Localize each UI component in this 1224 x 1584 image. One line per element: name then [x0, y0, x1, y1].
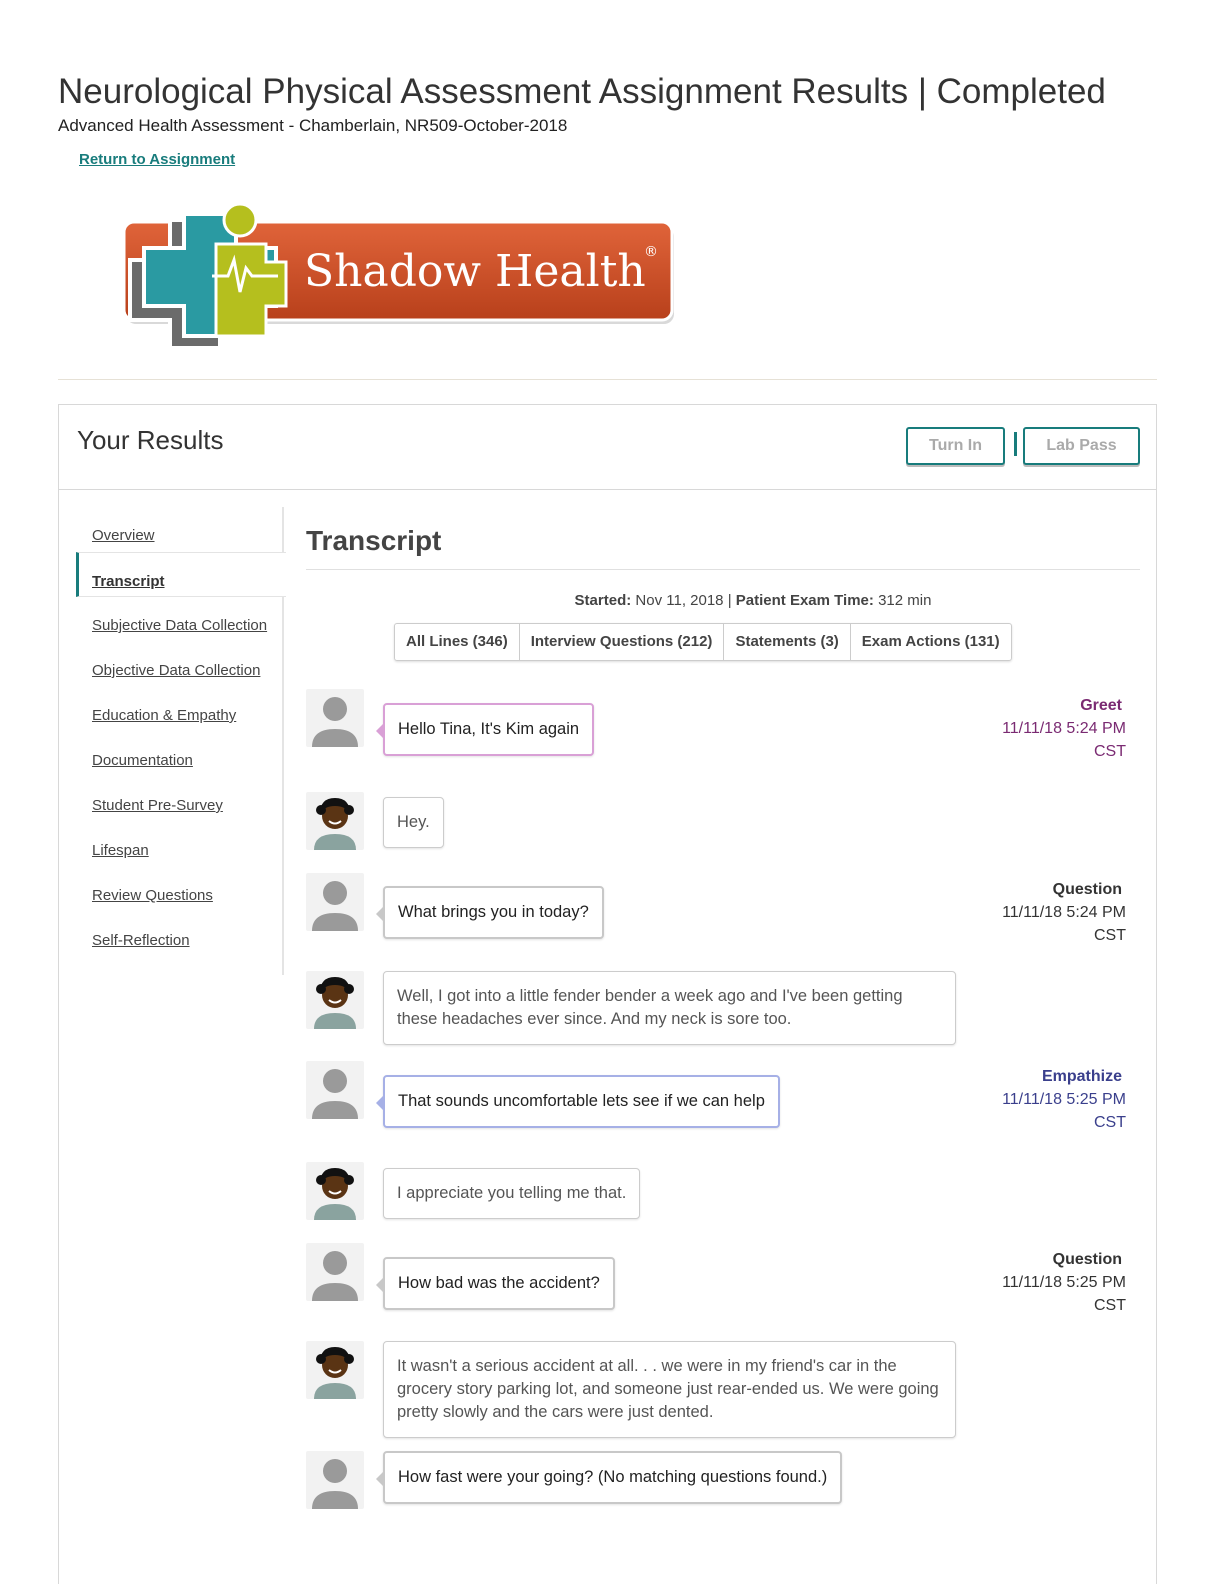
lab-pass-button[interactable]: Lab Pass [1023, 427, 1140, 465]
started-label: Started: [574, 592, 632, 609]
page-title: Neurological Physical Assessment Assignment Results | Completed [58, 72, 1106, 111]
transcript-content [306, 507, 1140, 1486]
sidebar-item-objective-data-collection[interactable]: Objective Data Collection [92, 662, 261, 679]
sidebar-item-review-questions[interactable]: Review Questions [92, 887, 213, 904]
line-kind: Question [1052, 1251, 1122, 1268]
student-avatar-icon [306, 1243, 364, 1301]
exam-meta [366, 592, 1140, 609]
divider [58, 379, 1157, 380]
line-tz: CST [1094, 743, 1126, 760]
sidebar-item-transcript[interactable]: Transcript [76, 552, 286, 597]
tab-statements[interactable]: Statements (3) [724, 624, 850, 660]
shadow-health-logo [120, 198, 680, 348]
sidebar-item-overview[interactable]: Overview [92, 527, 155, 544]
student-avatar-icon [306, 689, 364, 747]
sidebar-item-self-reflection[interactable]: Self-Reflection [92, 932, 190, 949]
student-message: What brings you in today? [383, 886, 604, 939]
line-tag [1002, 1065, 1126, 1134]
results-panel [58, 404, 1157, 1584]
tab-exam-actions[interactable]: Exam Actions (131) [861, 633, 1000, 650]
line-tz: CST [1094, 927, 1126, 944]
sidebar-item-student-pre-survey[interactable]: Student Pre-Survey [92, 797, 223, 814]
logo-text: Shadow Health [304, 246, 646, 297]
student-message: How fast were your going? (No matching questions found.) [383, 1451, 842, 1504]
patient-message: Well, I got into a little fender bender a week ago and I've been getting these headaches ever since. And my neck is sore too. [383, 971, 956, 1045]
patient-message: I appreciate you telling me that. [383, 1168, 640, 1219]
page-subtitle: Advanced Health Assessment - Chamberlain, NR509-October-2018 [58, 116, 568, 135]
started-value: Nov 11, 2018 [635, 592, 724, 609]
patient-message: It wasn't a serious accident at all. . . we were in my friend's car in the grocery story parking lot, and someone just rear-ended us. We were going pretty slowly and the cars were just dented. [383, 1341, 956, 1438]
line-kind: Greet [1080, 697, 1122, 714]
line-time: 11/11/18 5:24 PM [1002, 720, 1126, 737]
student-message: How bad was the accident? [383, 1257, 615, 1310]
student-avatar-icon [306, 873, 364, 931]
patient-message: Hey. [383, 797, 444, 848]
patient-avatar-icon [306, 1162, 364, 1220]
sidebar-item-education-empathy[interactable]: Education & Empathy [92, 707, 237, 724]
line-tag [1002, 1248, 1126, 1317]
line-tag [1002, 694, 1126, 763]
line-tag [1002, 878, 1126, 947]
return-to-assignment-link[interactable]: Return to Assignment [79, 151, 236, 168]
meta-separator: | [727, 592, 732, 609]
patient-avatar-icon [306, 792, 364, 850]
line-time: 11/11/18 5:24 PM [1002, 904, 1126, 921]
sidebar-item-documentation[interactable]: Documentation [92, 752, 193, 769]
line-tz: CST [1094, 1114, 1126, 1131]
exam-time-value: 312 min [878, 592, 932, 609]
student-avatar-icon [306, 1061, 364, 1119]
sidebar-item-lifespan[interactable]: Lifespan [92, 842, 149, 859]
tab-interview-questions[interactable]: Interview Questions (212) [520, 624, 725, 660]
button-divider [1014, 432, 1017, 456]
turn-in-button[interactable]: Turn In [906, 427, 1005, 465]
student-avatar-icon [306, 1451, 364, 1509]
tab-all-lines[interactable]: All Lines (346) [395, 624, 520, 660]
line-kind: Question [1052, 881, 1122, 898]
patient-avatar-icon [306, 1341, 364, 1399]
results-title: Your Results [77, 425, 224, 455]
line-kind: Empathize [1041, 1068, 1122, 1085]
sidebar-nav [76, 507, 284, 975]
transcript-filter-tabs [394, 623, 1012, 661]
line-time: 11/11/18 5:25 PM [1002, 1091, 1126, 1108]
student-message: That sounds uncomfortable lets see if we can help [383, 1075, 780, 1128]
line-time: 11/11/18 5:25 PM [1002, 1274, 1126, 1291]
exam-time-label: Patient Exam Time: [735, 592, 874, 609]
patient-avatar-icon [306, 971, 364, 1029]
svg-text:®: ® [644, 244, 658, 260]
sidebar-item-subjective-data-collection[interactable]: Subjective Data Collection [92, 617, 268, 634]
transcript-title: Transcript [306, 525, 1140, 570]
line-tz: CST [1094, 1297, 1126, 1314]
student-message: Hello Tina, It's Kim again [383, 703, 594, 756]
results-header [59, 405, 1156, 490]
